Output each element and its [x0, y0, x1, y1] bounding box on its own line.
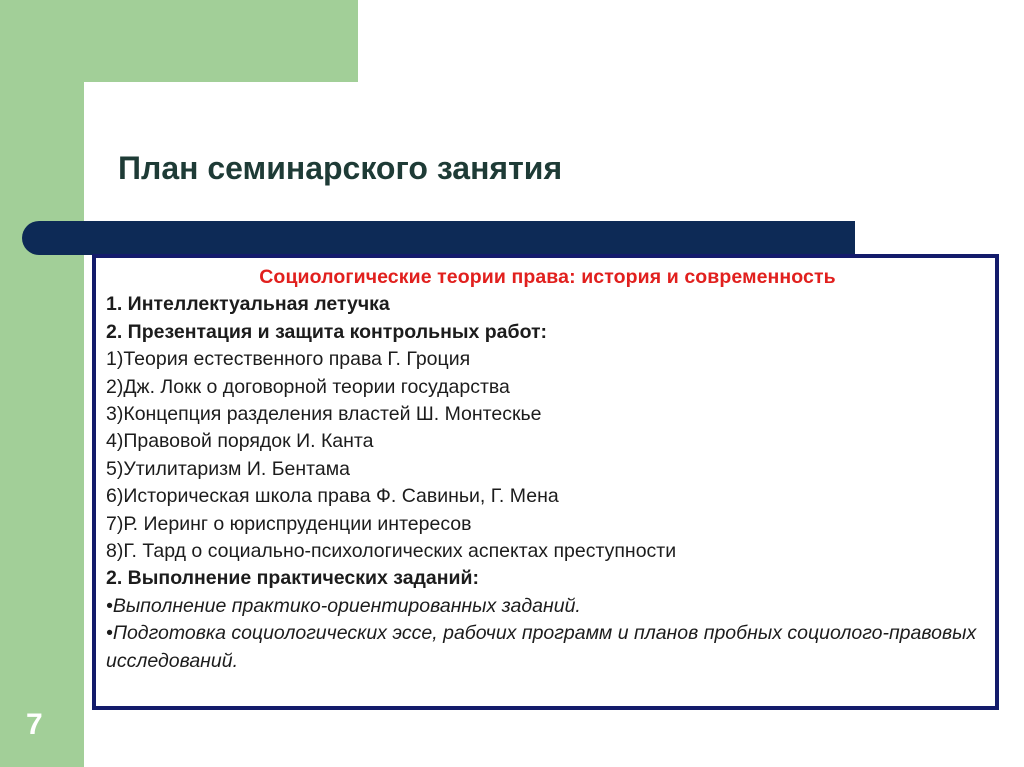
list-item: 4)Правовой порядок И. Канта: [106, 430, 374, 453]
green-side-strip: [0, 0, 84, 767]
list-item: 2. Выполнение практических заданий:: [106, 567, 480, 590]
list-item: 1)Теория естественного права Г. Гроция: [106, 348, 471, 371]
list-item: 6)Историческая школа права Ф. Савиньи, Г. Мена: [106, 485, 559, 508]
slide-number: 7: [26, 708, 43, 741]
topic-subtitle: Социологические теории права: история и современность: [259, 266, 836, 288]
content-box: [92, 254, 999, 710]
list-item: 8)Г. Тард о социально-психологических аспектах преступности: [106, 540, 677, 563]
list-item: 7)Р. Иеринг о юриспруденции интересов: [106, 512, 472, 535]
title-underline-bar: [22, 221, 855, 255]
list-item: 1. Интеллектуальная летучка: [106, 293, 390, 316]
list-item: 2)Дж. Локк о договорной теории государства: [106, 375, 510, 398]
green-top-block: [84, 0, 358, 82]
content-text: [106, 264, 989, 675]
slide-title: План семинарского занятия: [118, 150, 563, 186]
list-item: •Выполнение практико-ориентированных заданий.: [106, 594, 581, 617]
list-item: •Подготовка социологических эссе, рабочих программ и планов пробных социолого-правовых исследований.: [106, 622, 977, 672]
list-item: 3)Концепция разделения властей Ш. Монтескье: [106, 403, 542, 426]
list-item: 5)Утилитаризм И. Бентама: [106, 457, 350, 480]
list-item: 2. Презентация и защита контрольных работ:: [106, 320, 548, 343]
